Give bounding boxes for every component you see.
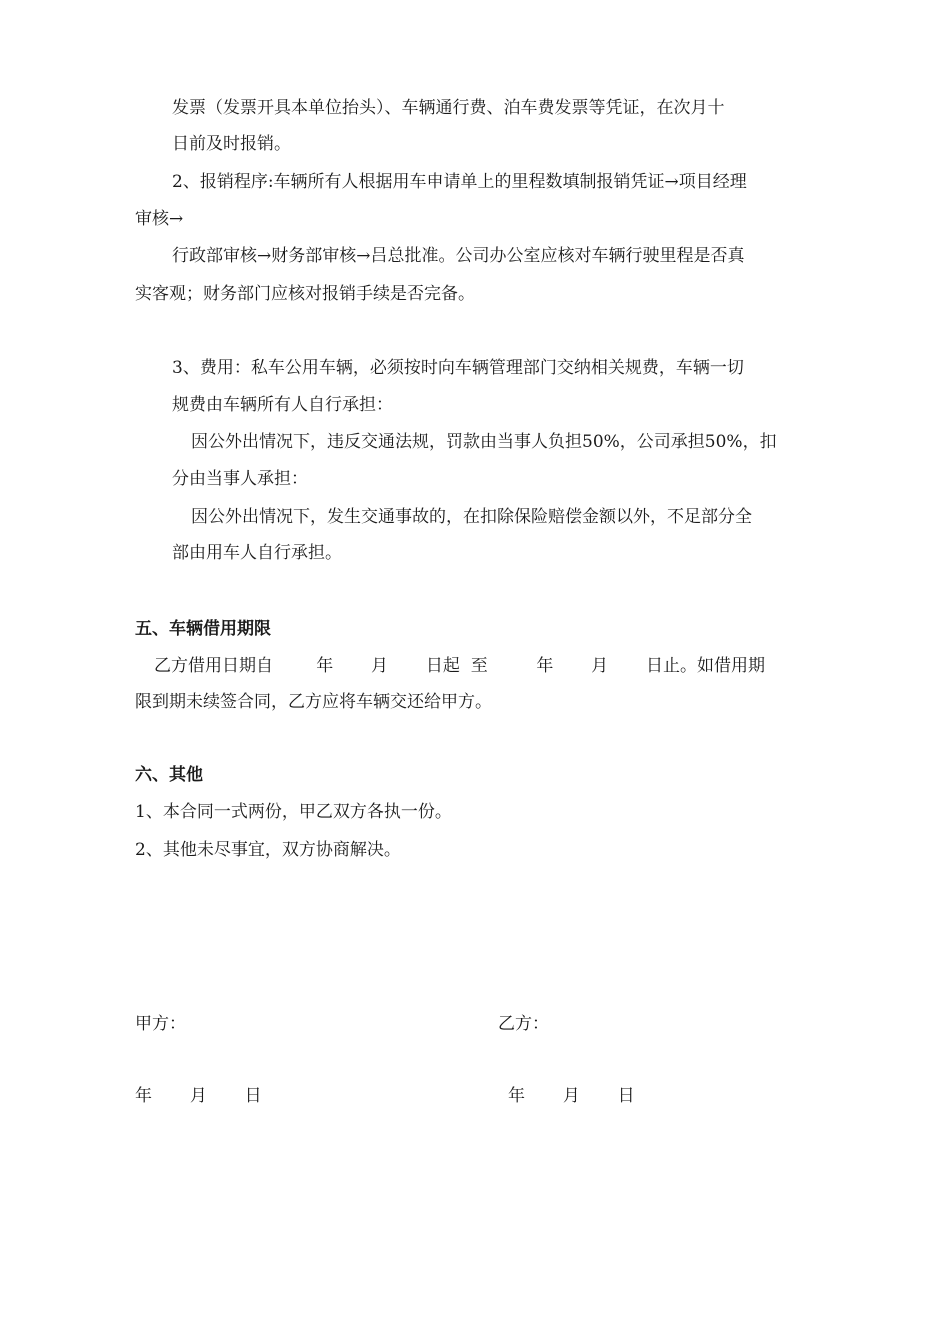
- party-a-label: 甲方：: [135, 1014, 186, 1034]
- section-heading: 六、其他: [135, 765, 203, 785]
- paragraph-line: 3、费用：私车公用车辆，必须按时向车辆管理部门交纳相关规费，车辆一切: [172, 358, 744, 378]
- paragraph-line: 部由用车人自行承担。: [172, 543, 342, 563]
- section-heading: 五、车辆借用期限: [135, 619, 271, 639]
- paragraph-line: 发票（发票开具本单位抬头）、车辆通行费、泊车费发票等凭证，在次月十: [172, 98, 725, 118]
- paragraph-line: 因公外出情况下，违反交通法规，罚款由当事人负担50%，公司承担50%，扣: [191, 432, 777, 452]
- paragraph-line: 因公外出情况下，发生交通事故的，在扣除保险赔偿金额以外，不足部分全: [191, 507, 752, 527]
- party-a-date: 年 月 日: [135, 1086, 262, 1106]
- paragraph-line: 审核→: [135, 209, 184, 229]
- paragraph-line: 日前及时报销。: [172, 134, 291, 154]
- paragraph-line: 行政部审核→财务部审核→吕总批准。公司办公室应核对车辆行驶里程是否真: [172, 246, 745, 266]
- paragraph-line: 实客观；财务部门应核对报销手续是否完备。: [135, 284, 475, 304]
- list-item: 2、其他未尽事宜，双方协商解决。: [135, 840, 401, 860]
- paragraph-line: 规费由车辆所有人自行承担：: [172, 395, 393, 415]
- list-item: 1、本合同一式两份，甲乙双方各执一份。: [135, 802, 452, 822]
- paragraph-line: 限到期未续签合同，乙方应将车辆交还给甲方。: [135, 692, 492, 712]
- paragraph-line: 2、报销程序:车辆所有人根据用车申请单上的里程数填制报销凭证→项目经理: [172, 172, 747, 192]
- party-b-date: 年 月 日: [508, 1086, 635, 1106]
- paragraph-line: 分由当事人承担：: [172, 469, 308, 489]
- paragraph-line: 乙方借用日期自 年 月 日起 至 年 月 日止。如借用期: [154, 656, 765, 676]
- party-b-label: 乙方：: [498, 1014, 549, 1034]
